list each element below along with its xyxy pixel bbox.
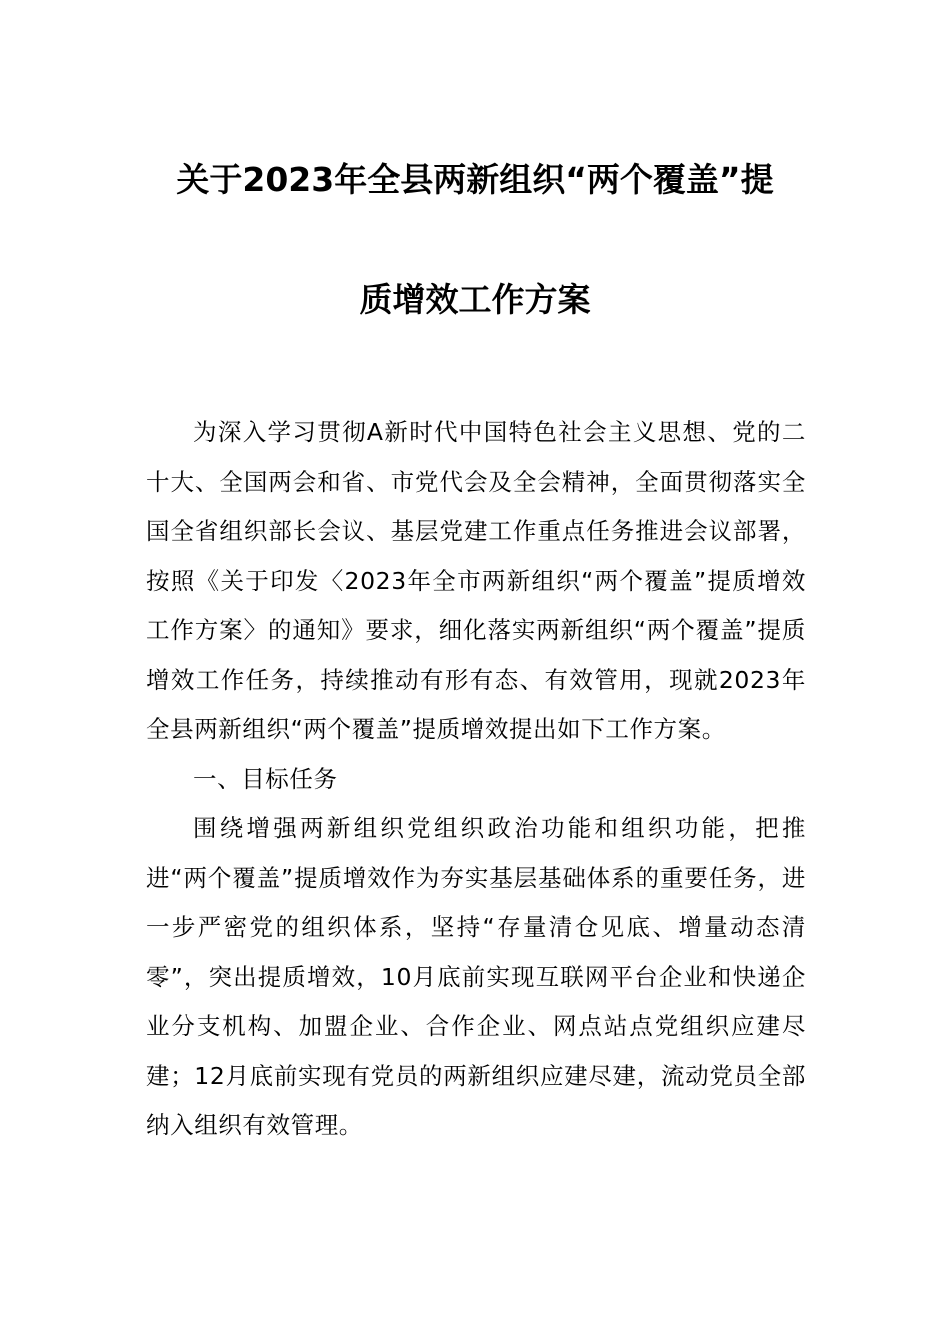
intro-paragraph: 为深入学习贯彻A新时代中国特色社会主义思想、党的二十大、全国两会和省、市党代会及全会精神，全面贯彻落实全国全省组织部长会议、基层党建工作重点任务推进会议部署，按照《关于印发〈2023年全市两新组织“两个覆盖”提质增效工作方案〉的通知》要求，细化落实两新组织“两个覆盖”提质增效工作任务，持续推动有形有态、有效管用，现就2023年全县两新组织“两个覆盖”提质增效提出如下工作方案。 <box>146 418 806 743</box>
document-body <box>146 408 806 1151</box>
document-title-line-2: 质增效工作方案 <box>359 280 591 319</box>
section-heading-goals: 一、目标任务 <box>193 764 338 793</box>
goals-paragraph: 围绕增强两新组织党组织政治功能和组织功能，把推进“两个覆盖”提质增效作为夯实基层基础体系的重要任务，进一步严密党的组织体系，坚持“存量清仓见底、增量动态清零”，突出提质增效，10月底前实现互联网平台企业和快递企业分支机构、加盟企业、合作企业、网点站点党组织应建尽建；12月底前实现有党员的两新组织应建尽建，流动党员全部纳入组织有效管理。 <box>146 814 806 1139</box>
document-title-line-1: 关于2023年全县两新组织“两个覆盖”提 <box>176 160 774 199</box>
